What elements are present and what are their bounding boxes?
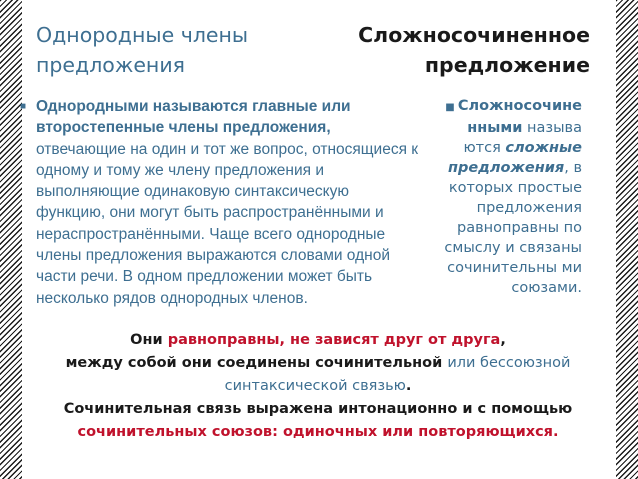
summary-highlight-asyndetic: или бессоюзной синтаксической связью [224, 355, 571, 394]
left-title: Однородные члены предложения [36, 23, 249, 77]
right-column [442, 96, 582, 298]
right-term: Сложносочине нными [457, 98, 582, 136]
right-title: Сложносочиненное предложение [358, 23, 590, 77]
summary-line-3: Сочинительная связь выражена интонационно и с помощью [63, 401, 573, 417]
left-paragraph [20, 96, 420, 309]
summary-block [40, 329, 596, 444]
right-text-2: , в которых простые предложения равноправны по смыслу и связаны сочинительны ми союзами. [444, 160, 582, 296]
square-bullet-icon: ■ [445, 102, 458, 113]
right-text-1: называ ются [463, 120, 582, 156]
summary-line-1: Они равноправны, не зависят друг от друга, [130, 332, 506, 348]
decorative-stripe-left [0, 0, 22, 479]
left-paragraph-bold: Однородными называются главные или второстепенные члены предложения, [36, 98, 351, 137]
summary-highlight-equal: равноправны, не зависят друг от друга [167, 332, 501, 348]
right-emphasis: сложные предложения [447, 140, 582, 176]
decorative-stripe-right [616, 0, 638, 479]
left-paragraph-rest: отвечающие на один и тот же вопрос, относящиеся к одному и тому же члену предложения и выполняющие одинаковую синтаксическую функцию, они могут быть распространёнными и нераспространёнными. Чаще всего однородные члены предложения выражаются словами одной части речи. В одном предложении может быть несколько рядов однородных членов. [36, 140, 419, 307]
summary-line-2: между собой они соединены сочинительной или бессоюзной синтаксической связью. [65, 355, 571, 394]
square-bullet-icon: ■ [20, 101, 27, 112]
summary-line-4: сочинительных союзов: одиночных или повторяющихся. [77, 424, 559, 440]
left-column [20, 96, 420, 309]
